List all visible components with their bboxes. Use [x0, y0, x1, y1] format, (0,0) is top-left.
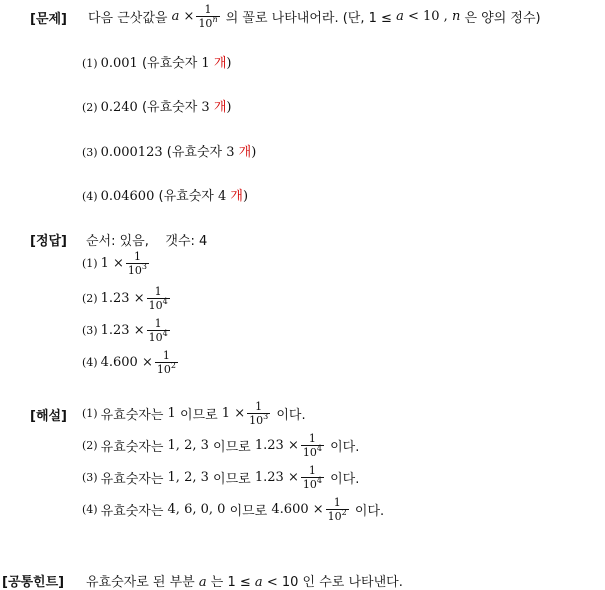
stem-text-after: 의 꼴로 나타내어라. (단, 1 ≤	[225, 10, 392, 26]
stem-tail: < 10 ,	[407, 8, 448, 24]
problem-item-3: (3) 0.000123 (유효숫자 3 개)	[82, 145, 257, 160]
explanation-item-1: (1) 유효숫자는 1 이므로 1 × $\frac{1}{10^3}$ 이다.	[82, 399, 306, 427]
explanation-item-3: (3) 유효숫자는 1, 2, 3 이므로 1.23 × $\frac{1}{10^4}$ 이다.	[82, 463, 360, 491]
answer-item-4: (4) 4.600 × $\frac{1}{10^2}$	[82, 348, 176, 376]
answer-item-1: (1) 1 × $\frac{1}{10^3}$	[82, 249, 148, 277]
unit-count-red: 개	[213, 56, 227, 71]
explanation-item-4: (4) 유효숫자는 4, 6, 0, 0 이므로 4.600 × $\frac{1}{10^2}$ 이다.	[82, 495, 385, 523]
unit-count-red: 개	[238, 145, 252, 160]
stem-fraction: $\frac{1}{10^n}$	[198, 2, 218, 30]
stem-var-n: n	[451, 8, 461, 24]
explanation-item-2: (2) 유효숫자는 1, 2, 3 이므로 1.23 × $\frac{1}{10^4}$ 이다.	[82, 431, 360, 459]
stem-text: 다음 근삿값을	[88, 10, 168, 26]
problem-tag: [문제]	[30, 12, 67, 27]
answer-item-2: (2) 1.23 × $\frac{1}{10^4}$	[82, 284, 168, 312]
problem-stem	[88, 0, 541, 32]
unit-count-red: 개	[230, 189, 243, 204]
answer-count: 갯수: 4	[165, 234, 208, 249]
stem-var-a: a	[396, 8, 404, 24]
explanation-tag: [해설]	[30, 409, 67, 424]
hint-text: 유효숫자로 된 부분 a 는 1 ≤ a < 10 인 수로 나타낸다.	[86, 575, 403, 590]
stem-var: a	[171, 8, 180, 24]
stem-end: 은 양의 정수)	[464, 10, 541, 26]
problem-item-4: (4) 0.04600 (유효숫자 4 개)	[82, 189, 249, 204]
problem-item-2: (2) 0.240 (유효숫자 3 개)	[82, 100, 232, 115]
hint-tag: [공통힌트]	[2, 575, 65, 590]
stem-times: ×	[183, 8, 195, 24]
problem-item-1: (1) 0.001 (유효숫자 1 개)	[82, 56, 232, 71]
answer-order: 순서: 있음,	[86, 234, 149, 249]
answer-item-3: (3) 1.23 × $\frac{1}{10^4}$	[82, 316, 168, 344]
unit-count-red: 개	[213, 100, 227, 115]
answer-tag: [정답]	[30, 234, 67, 249]
